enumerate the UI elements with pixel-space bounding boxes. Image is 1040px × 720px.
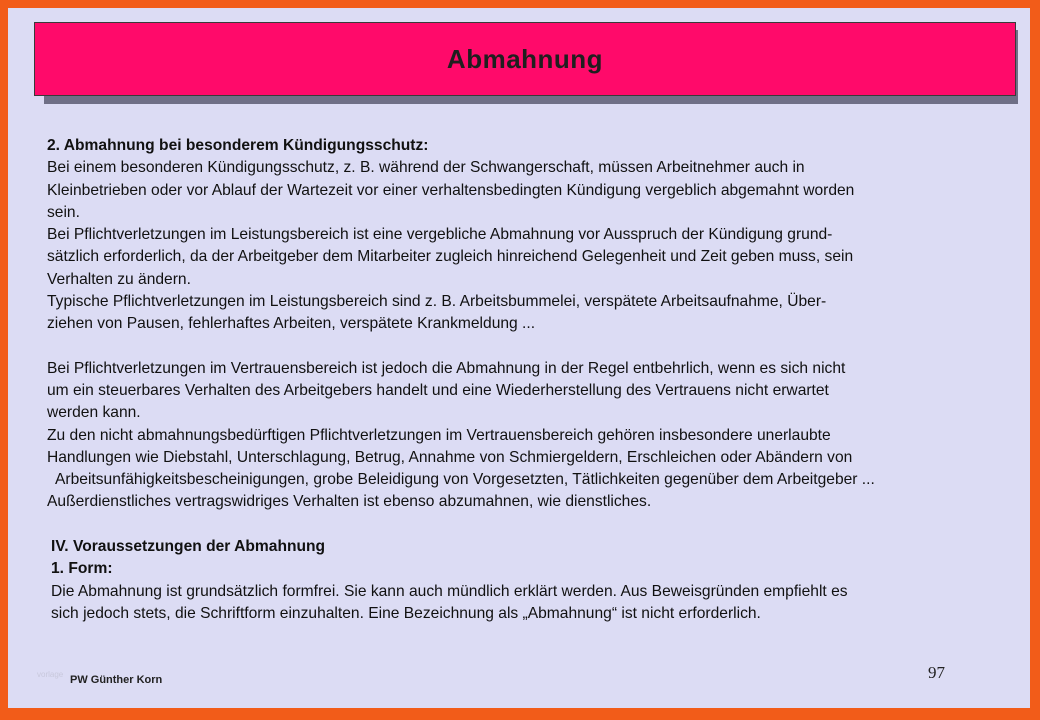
- text-line: Handlungen wie Diebstahl, Unterschlagung, Betrug, Annahme von Schmiergeldern, Erschleichen oder Abändern von: [47, 448, 853, 466]
- section-heading: IV. Voraussetzungen der Abmahnung: [51, 538, 326, 555]
- section-kuendigungsschutz: [47, 135, 1032, 514]
- text-line: Verhalten zu ändern.: [47, 270, 191, 288]
- paragraph-gap: [47, 336, 1032, 358]
- text-line: Bei einem besonderen Kündigungsschutz, z. B. während der Schwangerschaft, müssen Arbeitnehmer auch in: [47, 159, 805, 177]
- text-line: ziehen von Pausen, fehlerhaftes Arbeiten, verspätete Krankmeldung ...: [47, 315, 536, 333]
- slide-title: Abmahnung: [446, 43, 604, 74]
- text-line: sätzlich erforderlich, da der Arbeitgeber dem Mitarbeiter zugleich hinreichend Gelegenheit und Zeit geben muss, sein: [47, 248, 854, 266]
- title-banner: [34, 22, 1016, 96]
- section-voraussetzungen: [51, 536, 1011, 625]
- text-line: sein.: [47, 203, 80, 221]
- text-line: sich jedoch stets, die Schriftform einzuhalten. Eine Bezeichnung als „Abmahnung“ ist nicht erforderlich.: [51, 604, 761, 622]
- text-line: Bei Pflichtverletzungen im Vertrauensbereich ist jedoch die Abmahnung in der Regel entbehrlich, wenn es sich nicht: [47, 359, 846, 377]
- text-line: Außerdienstliches vertragswidriges Verhalten ist ebenso abzumahnen, wie dienstliches.: [47, 493, 652, 511]
- footer-author: PW Günther Korn: [70, 674, 163, 686]
- text-line: werden kann.: [47, 404, 141, 422]
- text-line: Die Abmahnung ist grundsätzlich formfrei. Sie kann auch mündlich erklärt werden. Aus Beweisgründen empfiehlt es: [51, 582, 848, 600]
- footer-mark: vorlage: [37, 670, 64, 679]
- section-subheading: 1. Form:: [51, 560, 113, 578]
- page-number: 97: [928, 663, 945, 682]
- text-line: um ein steuerbares Verhalten des Arbeitgebers handelt und eine Wiederherstellung des Vertrauens nicht erwartet: [47, 381, 829, 399]
- text-line: Zu den nicht abmahnungsbedürftigen Pflichtverletzungen im Vertrauensbereich gehören insbesondere unerlaubte: [47, 426, 831, 444]
- text-line: Kleinbetrieben oder vor Ablauf der Wartezeit vor einer verhaltensbedingten Kündigung vergeblich abgemahnt worden: [47, 181, 855, 199]
- text-line: Arbeitsunfähigkeitsbescheinigungen, grobe Beleidigung von Vorgesetzten, Tätlichkeiten gegenüber dem Arbeitgeber ...: [55, 471, 875, 489]
- text-line: Typische Pflichtverletzungen im Leistungsbereich sind z. B. Arbeitsbummelei, verspätete Arbeitsaufnahme, Über-: [47, 293, 827, 311]
- text-line: Bei Pflichtverletzungen im Leistungsbereich ist eine vergebliche Abmahnung vor Ausspruch der Kündigung grund-: [47, 226, 833, 244]
- section-heading: 2. Abmahnung bei besonderem Kündigungsschutz:: [47, 137, 429, 154]
